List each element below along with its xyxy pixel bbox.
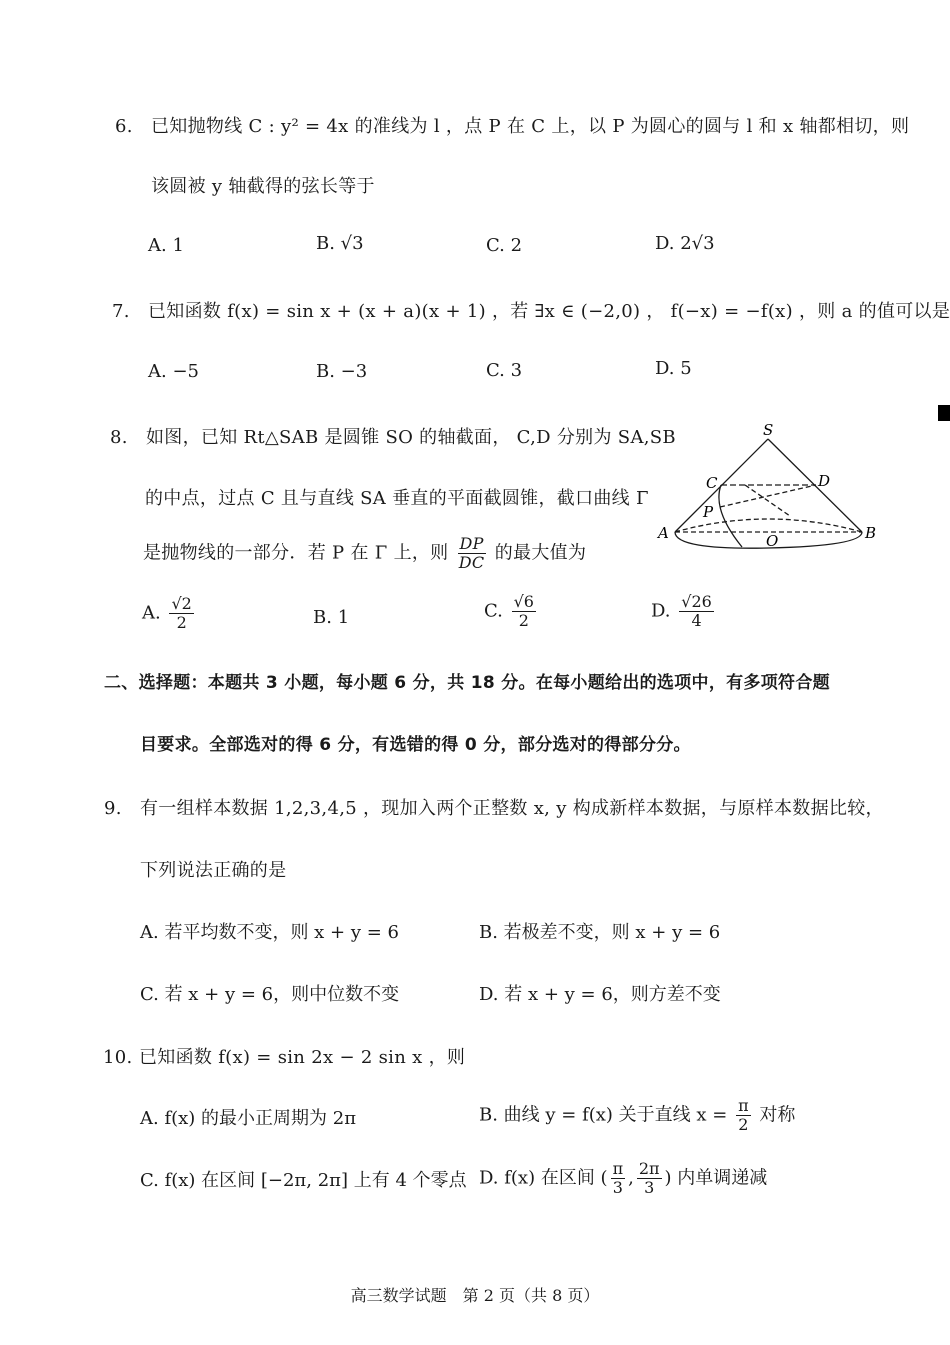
question-8-line3 — [143, 535, 586, 572]
denominator: 2 — [176, 613, 187, 632]
section-2-header: 二、选择题：本题共 3 小题，每小题 6 分，共 18 分。在每小题给出的选项中，有多项符合题 — [104, 673, 830, 693]
option-label: B. — [313, 607, 332, 628]
q9-option-c: C. 若 x + y = 6，则中位数不变 — [140, 984, 400, 1005]
question-6-line2: 该圆被 y 轴截得的弦长等于 — [151, 176, 375, 197]
option-label: A. — [142, 602, 161, 624]
label-c: C — [706, 474, 718, 492]
question-number: 6. — [115, 116, 133, 137]
page-footer: 高三数学试题 第 2 页（共 8 页） — [350, 1286, 600, 1305]
denominator: 3 — [612, 1178, 623, 1197]
text: 的最大值为 — [494, 542, 587, 564]
question-text: 已知函数 f(x) = sin 2x − 2 sin x ，则 — [139, 1047, 466, 1068]
numerator: √6 — [513, 592, 534, 611]
q6-option-b: B. √3 — [316, 233, 364, 254]
fraction — [679, 593, 714, 630]
question-number: 9. — [104, 798, 122, 819]
page-marker — [938, 405, 950, 421]
text: ) 内单调递减 — [664, 1167, 768, 1189]
numerator: √26 — [681, 592, 712, 611]
option-label: D. — [651, 600, 671, 622]
fraction — [512, 593, 536, 630]
label-d: D — [818, 472, 831, 490]
option-text: 1 — [337, 607, 350, 628]
section-2-header-line2: 目要求。全部选对的得 6 分，有选错的得 0 分，部分选对的得部分分。 — [140, 735, 691, 755]
fraction — [611, 1160, 626, 1197]
label-s: S — [763, 421, 774, 439]
label-a: A — [658, 524, 669, 542]
fraction — [637, 1160, 662, 1197]
text: 是抛物线的一部分．若 P 在 Γ 上，则 — [143, 542, 449, 564]
question-9-line2: 下列说法正确的是 — [140, 860, 287, 881]
option-label: C. — [484, 600, 503, 622]
q10-option-b — [479, 1097, 795, 1134]
question-10 — [103, 1043, 465, 1069]
label-b: B — [865, 524, 877, 542]
question-number: 8. — [110, 427, 128, 448]
q10-option-d: D. f(x) 在区间 ( $\frac{\pi}{3}$ , $\frac{2\pi}{3}$ ) 内单调递减 — [479, 1159, 768, 1197]
q7-option-d: D. 5 — [655, 358, 692, 379]
denominator: 2 — [738, 1115, 749, 1134]
question-number: 10. — [103, 1047, 133, 1068]
denominator: 2 — [518, 611, 529, 630]
question-6 — [115, 112, 909, 138]
question-text: 已知抛物线 C : y² = 4x 的准线为 l ，点 P 在 C 上，以 P 为圆心的圆与 l 和 x 轴都相切，则 — [151, 116, 910, 137]
text: B. 曲线 y = f(x) 关于直线 x = — [479, 1104, 728, 1126]
question-text: 如图，已知 Rt△SAB 是圆锥 SO 的轴截面， C,D 分别为 SA,SB — [146, 427, 676, 448]
numerator: √2 — [171, 594, 192, 613]
denominator: 3 — [644, 1178, 655, 1197]
question-number: 7. — [112, 301, 130, 322]
question-text: 有一组样本数据 1,2,3,4,5 ，现加入两个正整数 x, y 构成新样本数据，与原样本数据比较， — [140, 798, 884, 819]
q8-option-c — [484, 593, 539, 630]
question-text: 已知函数 f(x) = sin x + (x + a)(x + 1) ，若 ∃x ∈ (−2,0) ， f(−x) = −f(x) ，则 a 的值可以是 — [148, 301, 950, 322]
text: D. f(x) 在区间 ( — [479, 1167, 608, 1189]
q9-option-d: D. 若 x + y = 6，则方差不变 — [479, 984, 721, 1005]
numerator: π — [612, 1159, 624, 1178]
fraction-dp-dc — [458, 535, 486, 572]
numerator: 2π — [638, 1159, 660, 1178]
cone-figure — [650, 410, 900, 560]
q6-option-a: A. 1 — [148, 235, 184, 256]
q8-option-a — [142, 595, 197, 632]
q10-option-a: A. f(x) 的最小正周期为 2π — [140, 1108, 357, 1129]
numerator: π — [738, 1096, 749, 1115]
denominator: 4 — [691, 611, 702, 630]
q9-option-a: A. 若平均数不变，则 x + y = 6 — [140, 922, 399, 943]
denominator: DC — [458, 553, 485, 572]
q6-option-c: C. 2 — [486, 235, 523, 256]
numerator: DP — [459, 534, 484, 553]
text: 对称 — [759, 1104, 796, 1126]
q7-option-c: C. 3 — [486, 360, 523, 381]
q9-option-b: B. 若极差不变，则 x + y = 6 — [479, 922, 721, 943]
label-o: O — [766, 532, 779, 550]
q7-option-b: B. −3 — [316, 361, 368, 382]
q7-option-a: A. −5 — [148, 361, 199, 382]
q10-option-c: C. f(x) 在区间 [−2π, 2π] 上有 4 个零点 — [140, 1170, 467, 1191]
q8-option-d — [651, 593, 717, 630]
question-8-line2: 的中点，过点 C 且与直线 SA 垂直的平面截圆锥，截口曲线 Γ — [145, 488, 649, 509]
q6-option-d: D. 2√3 — [655, 233, 715, 254]
question-7 — [112, 297, 950, 323]
q8-option-b — [313, 607, 349, 628]
fraction — [736, 1097, 751, 1134]
label-p: P — [703, 503, 714, 521]
fraction — [169, 595, 193, 632]
question-9 — [104, 794, 884, 820]
question-8 — [110, 423, 676, 449]
